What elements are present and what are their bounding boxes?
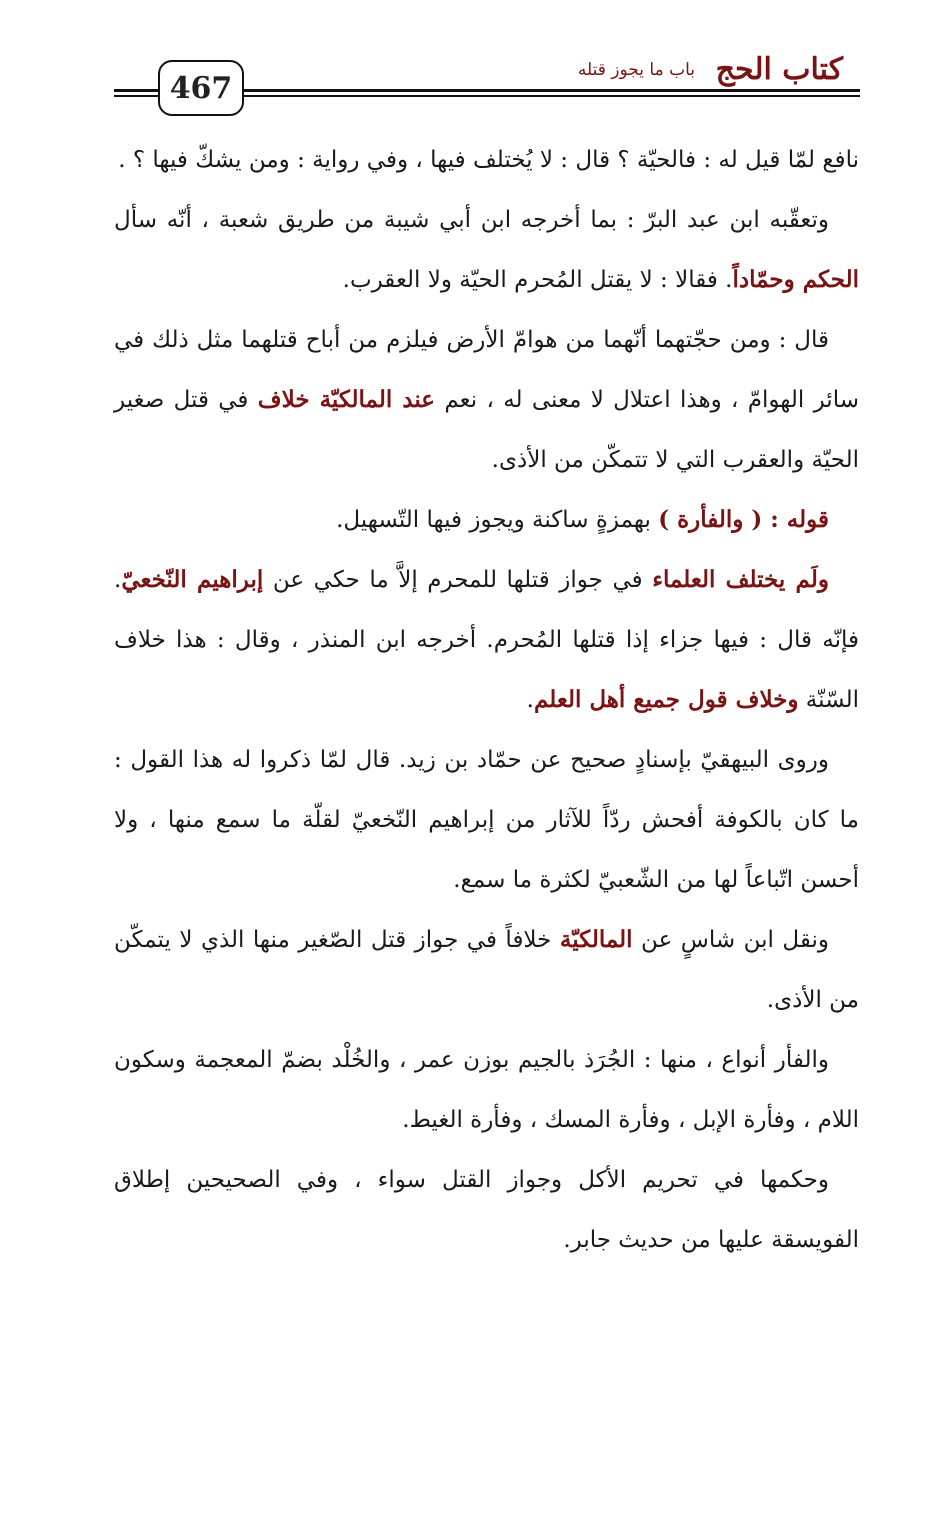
paragraph: [114, 310, 859, 490]
highlighted-text: الحكم وحمّاداً: [732, 266, 859, 293]
header-rule-left: [114, 89, 162, 92]
highlighted-text: قوله : ( والفأرة ): [658, 506, 829, 533]
paragraph-text: نافع لمّا قيل له : فالحيّة ؟ قال : لا يُختلف فيها ، وفي رواية : ومن يشكّ فيها ؟ .: [118, 147, 859, 173]
paragraph-text: وحكمها في تحريم الأكل وجواز القتل سواء ، وفي الصحيحين إطلاق الفويسقة عليها من حديث جابر.: [114, 1167, 859, 1253]
paragraph: [114, 130, 859, 190]
highlighted-text: المالكيّة: [559, 926, 633, 953]
paragraph: [114, 190, 859, 310]
paragraph-text: في قتل صغير الحيّة والعقرب التي لا تتمكّن من الأذى.: [114, 387, 859, 473]
header-rule-left-thin: [114, 95, 162, 97]
book-title: كتاب الحج: [715, 52, 843, 87]
paragraph: [114, 1030, 859, 1150]
header-rule-right-thin: [240, 95, 860, 97]
paragraph-text: بهمزةٍ ساكنة ويجوز فيها التّسهيل.: [336, 507, 659, 533]
paragraph-text: ونقل ابن شاسٍ عن: [632, 927, 829, 953]
paragraph: [114, 550, 859, 730]
paragraph-text: وروى البيهقيّ بإسنادٍ صحيح عن حمّاد بن زيد. قال لمّا ذكروا له هذا القول : ما كان بالكوفة أفحش ردّاً للآثار من إبراهيم النّخعيّ لقلّة ما سمع منها ، ولا أحسن اتّباعاً لها من الشّعبيّ لكثرة ما سمع.: [114, 747, 859, 893]
paragraph-text: . فإنّه قال : فيها جزاء إذا قتلها المُحرم. أخرجه ابن المنذر ، وقال : هذا خلاف السّنّة: [114, 567, 859, 713]
highlighted-text: ولَم يختلف العلماء: [652, 566, 829, 593]
paragraph: [114, 1150, 859, 1270]
paragraph-text: خلافاً في جواز قتل الصّغير منها الذي لا يتمكّن من الأذى.: [114, 927, 859, 1013]
highlighted-text: إبراهيم النّخعيّ: [121, 566, 264, 593]
paragraph-text: قال : ومن حجّتهما أنّهما من هوامّ الأرض فيلزم من أباح قتلهما مثل ذلك في سائر الهوامّ ، وهذا اعتلال لا معنى له ، نعم: [114, 327, 859, 413]
highlighted-text: عند المالكيّة خلاف: [257, 386, 436, 413]
paragraph-text: . فقالا : لا يقتل المُحرم الحيّة ولا العقرب.: [342, 267, 733, 293]
page-number: 467: [158, 60, 244, 116]
chapter-title: باب ما يجوز قتله: [577, 60, 695, 80]
paragraph: [114, 490, 859, 550]
header-rule-right: [240, 89, 860, 92]
paragraph-text: في جواز قتلها للمحرم إلاَّ ما حكي عن: [263, 567, 653, 593]
paragraph-text: .: [526, 687, 534, 713]
paragraph-text: والفأر أنواع ، منها : الجُرَذ بالجيم بوزن عمر ، والخُلْد بضمّ المعجمة وسكون اللام ، وفأرة الإبل ، وفأرة المسك ، وفأرة الغيط.: [114, 1047, 859, 1133]
body-text: [114, 130, 859, 1270]
paragraph: [114, 910, 859, 1030]
highlighted-text: وخلاف قول جميع أهل العلم: [533, 686, 799, 713]
paragraph: [114, 730, 859, 910]
paragraph-text: وتعقّبه ابن عبد البرّ : بما أخرجه ابن أبي شيبة من طريق شعبة ، أنّه سأل: [114, 207, 829, 233]
